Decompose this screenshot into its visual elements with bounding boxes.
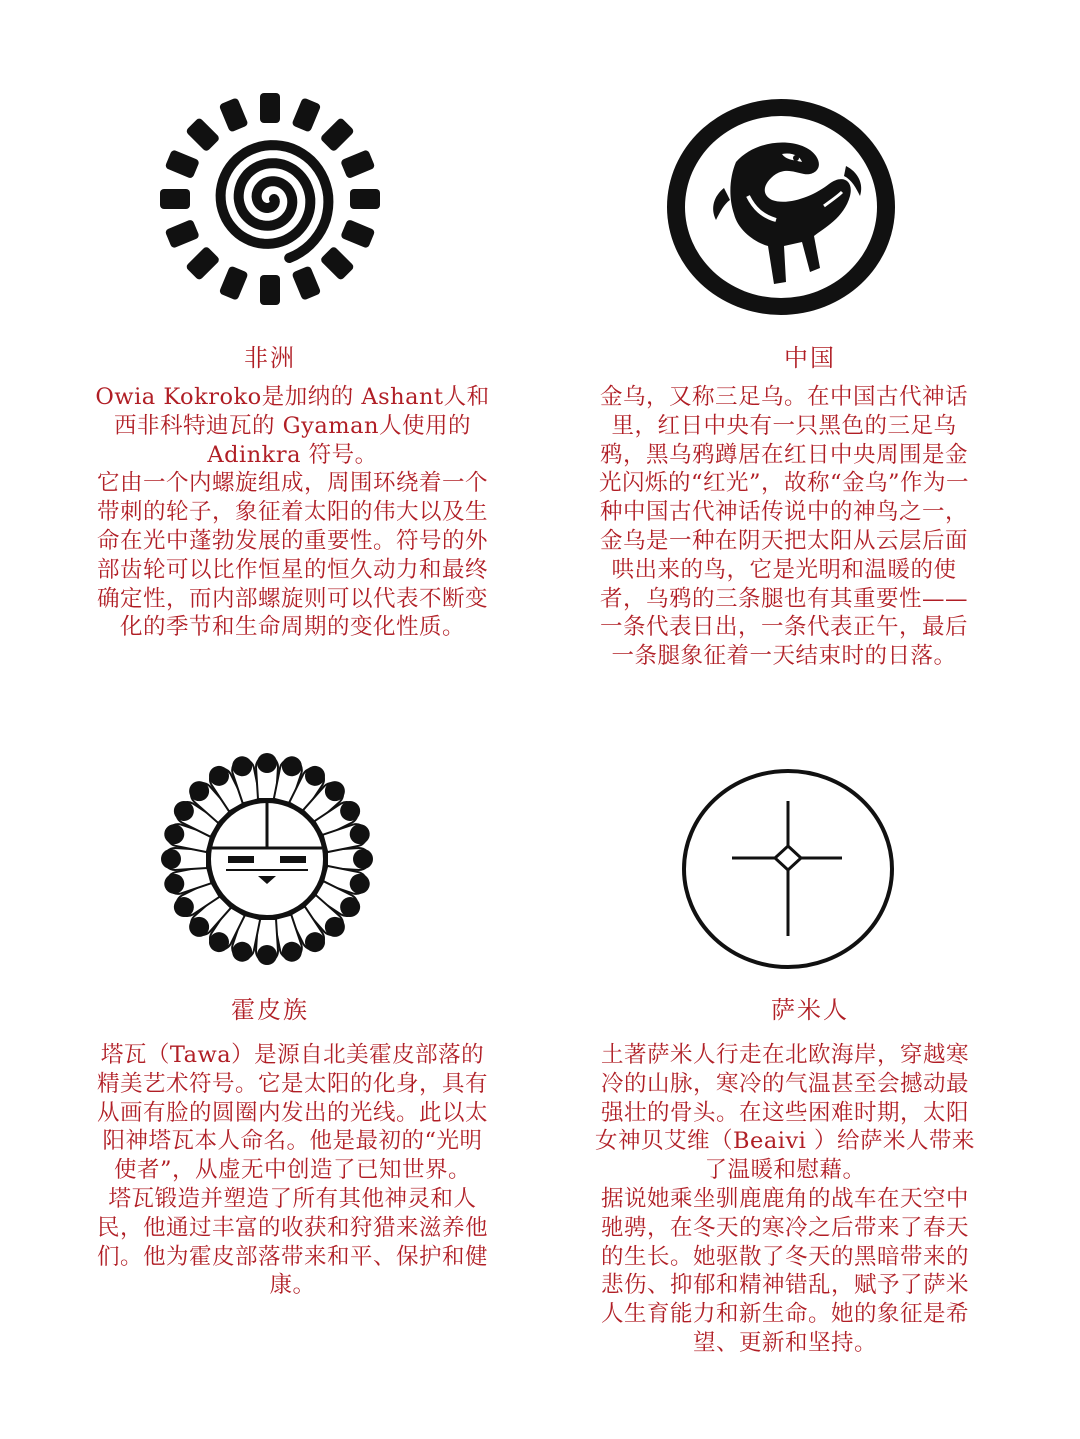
tawa-sun-face-icon xyxy=(156,748,378,970)
panel-title: 中国 xyxy=(784,344,836,372)
paragraph: 土著萨米人行走在北欧海岸，穿越寒冷的山脉，寒冷的气温甚至会撼动最强壮的骨头。在这些困难时期，太阳女神贝艾维（Beaivi ）给萨米人带来了温暖和慰藉。 xyxy=(594,1042,976,1184)
beaivi-sun-cross-icon xyxy=(680,766,896,972)
panel-description xyxy=(95,383,490,642)
panel-hopi xyxy=(0,720,540,1439)
panel-description xyxy=(590,1041,980,1358)
panel-africa xyxy=(0,0,540,720)
panel-china xyxy=(540,0,1080,720)
paragraph: Owia Kokroko是加纳的 Ashant人和西非科特迪瓦的 Gyaman人使用的Adinkra 符号。 xyxy=(95,384,490,468)
paragraph: 金乌，又称三足乌。在中国古代神话里，红日中央有一只黑色的三足乌鸦，黑乌鸦蹲居在红日中央周围是金光闪烁的“红光”，故称“金乌”作为一种中国古代神话传说中的神鸟之一，金乌是一种在阴天把太阳从云层后面哄出来的鸟，它是光明和温暖的使者，乌鸦的三条腿也有其重要性——一条代表日出，一条代表正午，最后一条腿象征着一天结束时的日落。 xyxy=(598,384,969,670)
panel-title: 霍皮族 xyxy=(231,996,309,1024)
golden-crow-seal-icon xyxy=(664,96,898,318)
panel-description xyxy=(590,383,978,671)
panel-title: 萨米人 xyxy=(771,996,849,1024)
owia-kokroko-sun-icon xyxy=(160,92,380,307)
paragraph: 塔瓦锻造并塑造了所有其他神灵和人民，他通过丰富的收获和狩猎来滋养他们。他为霍皮部落带来和平、保护和健康。 xyxy=(96,1185,488,1299)
panel-sami xyxy=(540,720,1080,1439)
paragraph: 塔瓦（Tawa）是源自北美霍皮部落的精美艺术符号。它是太阳的化身，具有从画有脸的圆圈内发出的光线。此以太阳神塔瓦本人命名。他是最初的“光明使者”，从虚无中创造了已知世界。 xyxy=(96,1042,488,1184)
panel-title: 非洲 xyxy=(244,344,296,372)
paragraph: 据说她乘坐驯鹿鹿角的战车在天空中驰骋，在冬天的寒冷之后带来了春天的生长。她驱散了冬天的黑暗带来的悲伤、抑郁和精神错乱，赋予了萨米人生育能力和新生命。她的象征是希望、更新和坚持。 xyxy=(600,1185,969,1356)
panel-description xyxy=(95,1041,490,1300)
paragraph: 它由一个内螺旋组成，周围环绕着一个带刺的轮子，象征着太阳的伟大以及生命在光中蓬勃发展的重要性。符号的外部齿轮可以比作恒星的恒久动力和最终确定性，而内部螺旋则可以代表不断变化的季节和生命周期的变化性质。 xyxy=(96,470,488,641)
